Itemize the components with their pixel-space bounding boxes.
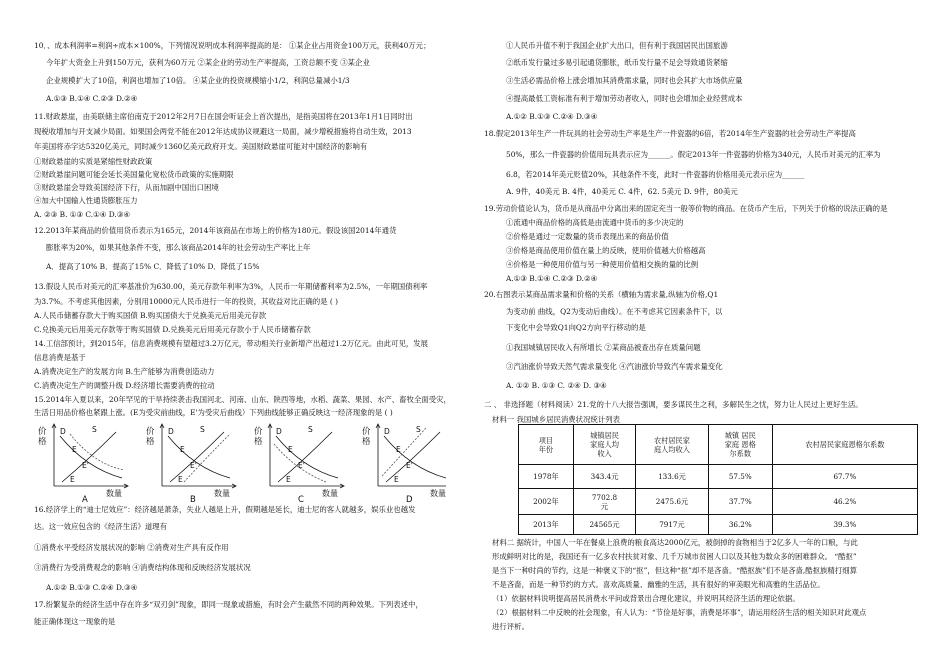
q17-line: 17.纷繁复杂的经济生活中存在许多“双刃剑”现象，即同一现象或措施，有时会产生截然不同的两种效果。下列表述中，: [34, 600, 423, 609]
q17-option: ④提高最低工资标准有利于增加劳动者收入，同时也会增加企业经营成本: [506, 94, 743, 103]
q16-line: 16.经济学上的“迪士尼效应”：经济越是萧条，失业人越是上升，假期越是延长，迪士尼的客人就越多，娱乐业也越发: [34, 505, 416, 514]
q18-line: 18.假定2013年生产一件玩具的社会劳动生产率是生产一件瓷器的6倍，若2014年生产瓷器的社会劳动生产率提高: [484, 129, 856, 138]
graph-letter: C: [298, 495, 304, 502]
material-two-line: 形成鲜明对比的是，我国还有一亿多农村扶贫对象、几千万城市贫困人口以及其他为数众多的困难群众。 “酷抠”: [492, 552, 857, 561]
sub-question: （1）依据材料说明提高居民消费水平问或背景出合理化建议，并说明其经济生活的理论依据。: [492, 594, 800, 603]
q18-line: 50%，那么一件瓷器的价值用玩具表示应为______。假定2013年一件瓷器的价格为340元，人民币对美元的汇率为: [506, 150, 881, 159]
curve-label: D: [168, 427, 174, 436]
sub-question: 进行评析。: [492, 622, 529, 631]
q11-line: ②财政悬崖问题可能会延长美国量化宽松货币政策的实施期限: [34, 170, 234, 179]
axis-y-label: 价: [38, 427, 47, 437]
material-one-caption: 材料一 我国城乡居民消费状况统计列表: [492, 415, 620, 424]
q12-line: 12.2013年某商品的价值用货币表示为165元，2014年该商品在市场上的价格为180元。假设该国2014年通货: [34, 226, 397, 235]
axis-x-label: 数量: [430, 489, 446, 498]
axis-y-label: 格: [146, 437, 155, 447]
demand-curve: [276, 436, 338, 478]
q13-option: A.人民币储蓄存款大于购买国债 B.购买国债大于兑换美元后用美元存款: [34, 311, 267, 320]
q10-options: A.①③ B.①④ C.②③ D.②④: [46, 94, 138, 103]
q13-line: 为3.7%。不考虑其他因素，分别用10000元人民币进行一年的投资，其收益对比正确的是 ( ): [34, 297, 339, 306]
q14-option: C.消费决定生产的调整升级 D.经济增长需要消费的拉动: [34, 381, 215, 390]
q20-line: 为变动前 曲线，Q2为变动后曲线）。在不考虑其它因素条件下，以: [506, 307, 723, 316]
q15-line: 15.2014年入夏以来，20年罕见的干旱持续袭击我国河北、河南、山东、陕西等地，水稻、蔬菜、果园、水产、畜牧全面受灾，: [34, 395, 451, 404]
q19-line: ②价格是通过一定数量的货币表现出来的商品价值: [506, 232, 669, 241]
q20-option: ③汽油涨价导致天然气需求量变化 ④汽油涨价导致汽车需求量变化: [506, 362, 723, 371]
q17-option: ②纸币发行量过多易引起通货膨胀，纸币发行量不足会导致通货紧缩: [506, 58, 728, 67]
curve-label: E: [396, 445, 401, 454]
axis-y-label: 价: [362, 427, 371, 437]
table-header: 农村居民家庭恩格尔系数: [772, 425, 917, 465]
q11-options: A. ②③ B. ①③ C.①④ D.③④: [34, 210, 130, 219]
q11-line: 年美国将赤字达5320亿美元，同时减少1360亿美元政府开支。美国财政悬崖可能对中国经济的影响有: [34, 142, 368, 151]
q14-option: A.消费决定生产的发展方向 B.生产能够为消费创造动力: [34, 367, 215, 376]
curve-label: D: [60, 427, 66, 436]
curve-label: S: [416, 425, 421, 434]
demand-curve: [168, 436, 230, 478]
q17-option: ③生活必需品价格上涨会增加其消费需求量，同时也会其扩大市场供应量: [506, 76, 743, 85]
graph-letter: B: [190, 495, 196, 502]
table-header: 城镇 居民 家庭 恩格 尔系数: [708, 425, 772, 465]
table-header: 项目 年份: [519, 425, 574, 465]
axis-y-label: 价: [146, 427, 155, 437]
curve-label: E: [180, 445, 185, 454]
axis-y-label: 价: [254, 427, 263, 437]
shifted-curve: [70, 434, 124, 470]
axis-x-label: 数量: [214, 489, 230, 498]
q14-line: 信息消费是基于: [34, 353, 86, 362]
curve-label: S: [92, 425, 97, 434]
q16-line: ①消费水平受经济发展状况的影响 ②消费对生产具有反作用: [34, 543, 229, 552]
q20-options: A. ①② B. ①③ C. ②④ D. ③④: [506, 381, 607, 390]
q10-line: 企业规模扩大了10倍，利润也增加了10倍。 ④某企业的投资规模缩小1/2，利润总量减小1/3: [46, 76, 350, 85]
q12-options: A．提高了10% B．提高了15% C．降低了10% D．降低了15%: [46, 262, 260, 271]
material-two-line: 是当下一种时尚的节约，这是一种褒义下的“抠”，但这种“抠”却不是吝啬。“酷抠族”们不是吝啬,酷抠族精打细算: [492, 566, 857, 575]
q11-line: ③财政悬崖会导致美国经济下行，从而加剧中国出口困境: [34, 183, 219, 192]
curve-label: E: [178, 475, 183, 484]
demand-curve: [60, 436, 122, 478]
table-header: 城镇居民 家庭人均 收入: [573, 425, 635, 465]
curve-label: E: [72, 445, 77, 454]
table-header: 农村居民家 庭人均收入: [636, 425, 708, 465]
q11-line: 11.财政悬崖，由美联储主席伯南克于2012年2月7日在国会听证会上首次提出，是指美国将在2013年1月1日同时出: [34, 112, 413, 121]
curve-label: D: [276, 427, 282, 436]
sub-question: （2）根据材料二中反映的社会现象，有人认为：“节俭是好事，消费是坏事”，请运用经济生活的相关知识对此观点: [492, 608, 867, 617]
q19-options: A.①③ B.①④ C.②③ D.②④: [506, 274, 598, 283]
table-row: 2002年 7702.8 元 2475.6元 37.7% 46.2%: [519, 489, 918, 515]
material-two-line: 材料二 据统计，中国人一年在餐桌上浪费的粮食高达2000亿元，被倒掉的食物相当于2亿多人一年的口粮，与此: [492, 538, 858, 547]
q14-line: 14.工信部预计，到2015年，信息消费规模有望超过3.2万亿元，带动相关行业新增产出超过1.2万亿元。由此可见，发展: [34, 339, 429, 348]
q16-line: 达。这一效应包含的《经济生活》道理有: [34, 522, 168, 531]
demand-curve: [384, 436, 446, 478]
q10-line: 10．、成本利润率=利润÷成本×100%，下列情况说明成本利润率提高的是： ①某企业占用资金100万元，获利40万元；: [34, 41, 431, 50]
q20-line: 20.右图表示某商品需求量和价格的关系（横轴为需求量,纵轴为价格,Q1: [484, 290, 719, 299]
axis-x-label: 数量: [106, 489, 122, 498]
q10-line: 今年扩大资金上升到150万元，获利为60万元 ②某企业的劳动生产率提高，工资总额不变 ③某企业: [46, 58, 370, 67]
axis-y-label: 格: [38, 437, 47, 447]
curve-label: E': [406, 461, 413, 470]
section-two-heading: 二 、 非选择题（材料阅读）21.党的十八大报告强调，要多谋民生之利，多解民生之忧，努力让人民过上更好生活。: [484, 400, 863, 409]
q18-options: A. 9件，40美元 B. 4件，40美元 C. 4件，62. 5美元 D. 9件，80美元: [506, 187, 738, 196]
q20-option: ①我国城镇居民收入有所增长 ②某商品被查出存在质量问题: [506, 343, 701, 352]
curve-label: E': [298, 461, 305, 470]
q16-line: ③消费行为受消费观念的影响 ④消费结构体现和反映经济发展状况: [34, 563, 251, 572]
curve-label: E': [190, 461, 197, 470]
q17-options: A.①② B.①③ C.②④ D.③④: [506, 112, 598, 121]
q15-graphs: [36, 420, 446, 502]
table-row: 2013年 24565元 7917元 36.2% 39.3%: [519, 515, 918, 535]
q17-line: 能正确体现这一现象的是: [34, 617, 116, 626]
q11-line: ④加大中国输入性通货膨胀压力: [34, 196, 138, 205]
q19-line: 19.劳动价值论认为，货币是从商品中分离出来的固定充当一般等价物的商品。在货币产生后，下列关于价格的说法正确的是: [484, 204, 888, 213]
q19-line: ①流通中商品价格的高低是由流通中货币的多少决定的: [506, 218, 684, 227]
q13-line: 13.假设人民币对美元的汇率基准价为630.00，美元存款年利率为3%，人民币一年期储蓄利率为2.5%，一年期国债利率: [34, 282, 428, 291]
q11-line: 现税收增加与开支减少局面。如果国会两党不能在2012年达成协议规避这一局面，减少增税措施将自动生效，2013: [34, 127, 412, 136]
curve-label: E: [286, 475, 291, 484]
curve-label: S: [308, 425, 313, 434]
graph-letter: A: [82, 495, 88, 502]
curve-label: E: [394, 475, 399, 484]
axis-y-label: 格: [362, 437, 371, 447]
q11-line: ①财政悬崖的实质是紧缩性财政政策: [34, 157, 153, 166]
curve-label: S: [200, 425, 205, 434]
curve-label: D: [384, 427, 390, 436]
axis-y-label: 格: [254, 437, 263, 447]
q18-line: 6.8，若2014年美元贬值20%，其他条件不变，此时一件瓷器的价格用美元表示应为______: [506, 170, 805, 179]
consumption-table: [518, 424, 918, 535]
q19-line: ③价格是商品使用价值在量上的反映，使用价值越大价格越高: [506, 246, 706, 255]
curve-label: E: [70, 475, 75, 484]
q19-line: ④价格是一种使用价值与另一种使用价值相交换的量的比例: [506, 260, 699, 269]
q20-line: 下变化中会导致Q1向Q2方向平行移动的是: [506, 323, 646, 332]
table-row: 1978年 343.4元 133.6元 57.5% 67.7%: [519, 465, 918, 489]
curve-label: E': [82, 461, 89, 470]
curve-label: E: [288, 445, 293, 454]
q16-options: A.①② B.①③ C.②④ D.③④: [46, 583, 138, 592]
graph-letter: D: [406, 495, 413, 502]
q15-line: 生活日用品价格也紧跟上涨。(E为受灾前曲线，E'为受灾后曲线）下列曲线能够正确反映这一经济现象的是 ( ): [34, 408, 393, 417]
q13-option: C.兑换美元后用美元存款等于购买国债 D.兑换美元后用美元存款小于人民币储蓄存款: [34, 325, 311, 334]
q12-line: 膨胀率为20%，如果其他条件不变，那么该商品2014年的社会劳动生产率比上年: [46, 243, 311, 252]
material-two-line: 不是吝啬，而是一种节约的方式。喜欢高质量、幽雅的生活，具有很好的审美眼光和高雅的生活品位。: [492, 580, 825, 589]
q17-option: ①人民币升值不利于我国企业扩大出口，但有利于我国居民出国旅游: [506, 41, 728, 50]
axis-x-label: 数量: [322, 489, 338, 498]
